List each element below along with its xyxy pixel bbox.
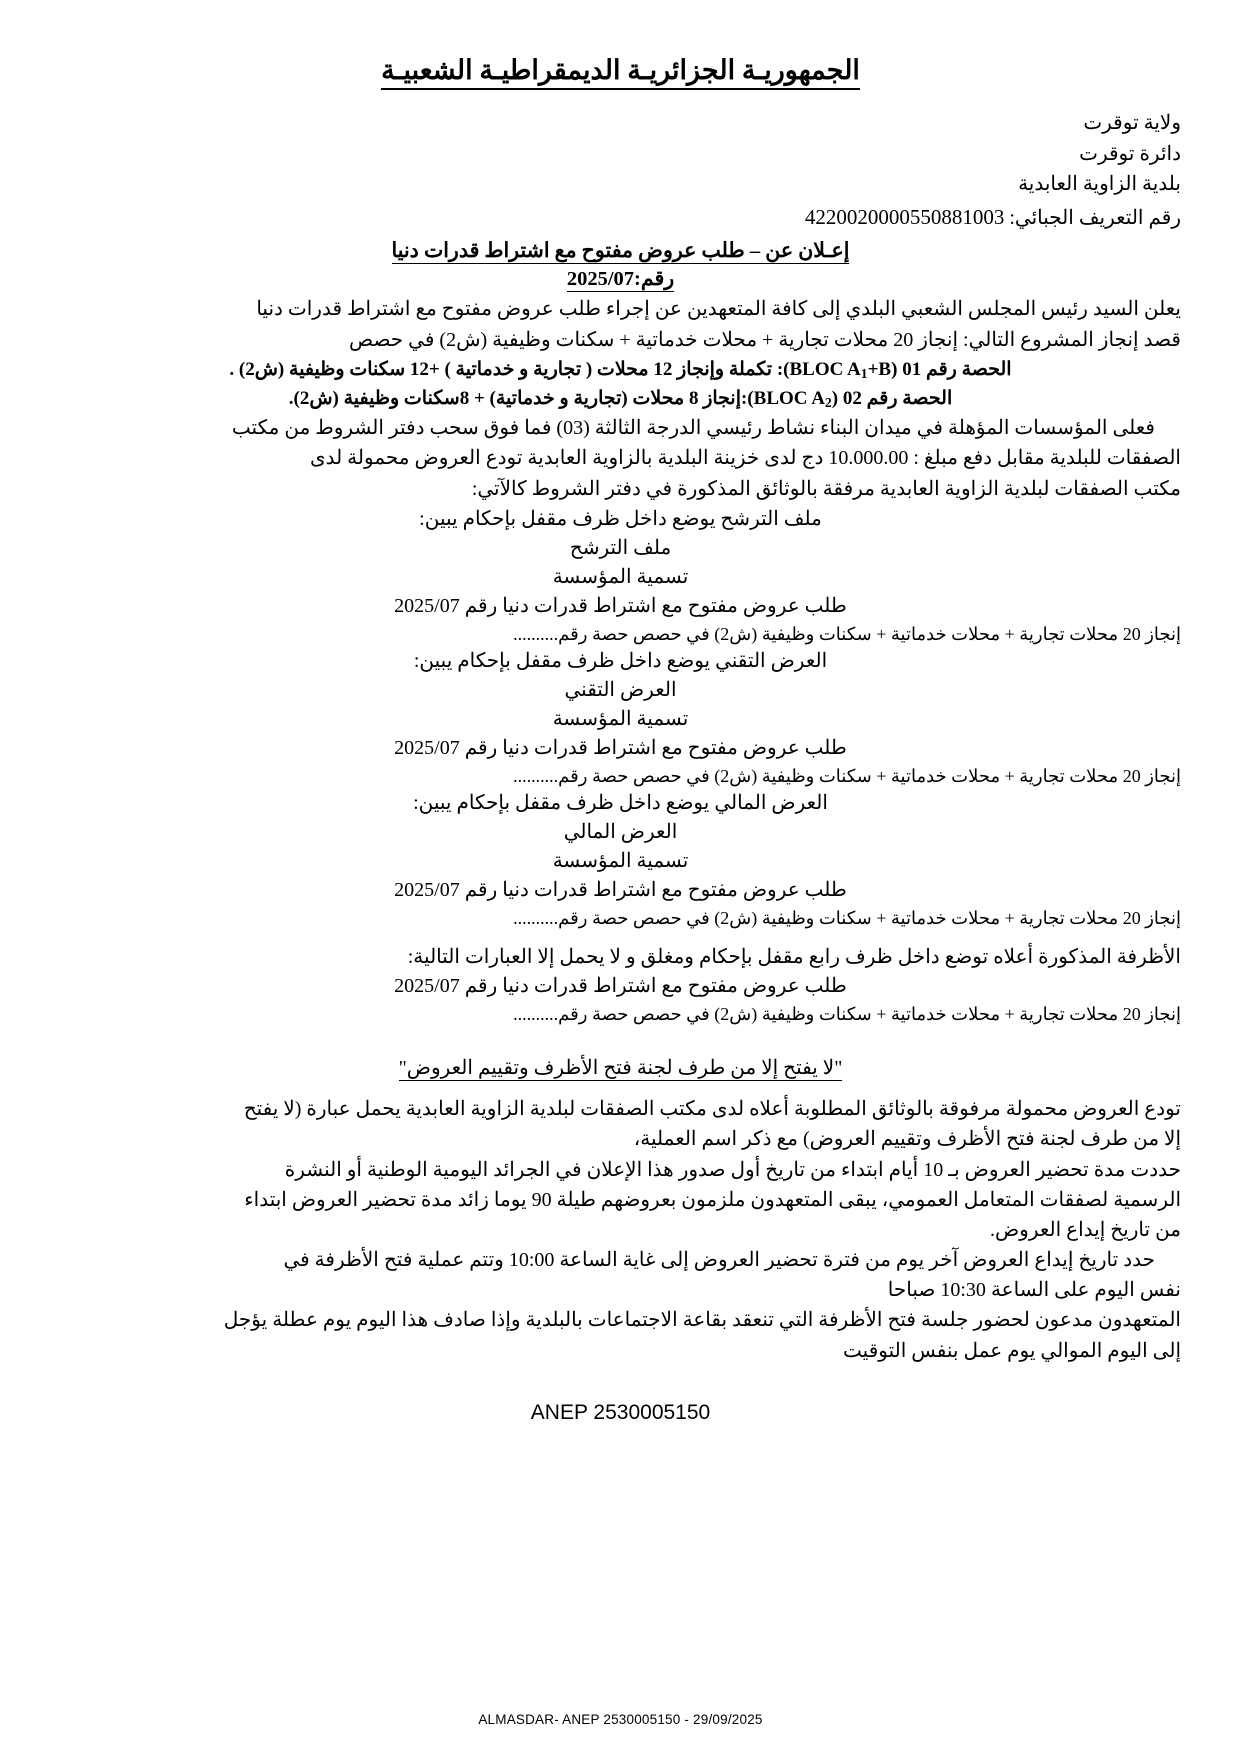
envelope-candidacy-project: إنجاز 20 محلات تجارية + محلات خدماتية + سكنات وظيفية (ش2) في حصص حصة رقم..........: [513, 623, 1181, 644]
fiscal-id-line: [60, 202, 1181, 234]
spacer: [60, 1367, 1181, 1401]
envelope-financial-name: العرض المالي: [563, 820, 678, 843]
closing-par1-line1: تودع العروض محمولة مرفوقة بالوثائق المطلوبة أعلاه لدى مكتب الصفقات لبلدية الزاوية العابدية يحمل عبارة (لا يفتح: [243, 1098, 1181, 1121]
fiscal-id-value: 4220020000550881003: [804, 204, 1005, 229]
sealed-envelope-quote: [60, 1053, 1181, 1083]
announcement-title: [60, 237, 1181, 265]
outer-envelope-intro: الأظرفة المذكورة أعلاه توضع داخل ظرف رابع مقفل بإحكام ومغلق و لا يحمل إلا العبارات التالية:: [407, 946, 1181, 969]
closing-par2-line3: من تاريخ إيداع العروض.: [989, 1218, 1181, 1241]
republic-title-text: الجمهوريـة الجزائريـة الديمقراطيـة الشعبيـة: [381, 55, 860, 90]
envelope-financial-tender: طلب عروض مفتوح مع اشتراط قدرات دنيا رقم 2025/07: [394, 878, 847, 901]
envelope-financial-intro: العرض المالي يوضع داخل ظرف مقفل بإحكام يبين:: [413, 791, 828, 814]
fiscal-id-label: رقم التعريف الجبائي:: [1009, 206, 1181, 229]
spacer: [60, 1083, 1181, 1095]
envelope-technical-intro: العرض التقني يوضع داخل ظرف مقفل بإحكام يبين:: [413, 649, 828, 672]
baladia-line: بلدية الزاوية العابدية: [1018, 173, 1181, 196]
daira-line: دائرة توقرت: [1079, 142, 1181, 165]
lot-01-line: [60, 356, 1181, 384]
eligibility-line-3: مكتب الصفقات لبلدية الزاوية العابدية مرفقة بالوثائق المذكورة في دفتر الشروط كالآتي:: [471, 477, 1181, 500]
sealed-envelope-quote-text: "لا يفتح إلا من طرف لجنة فتح الأظرف وتقييم العروض": [398, 1057, 843, 1080]
lot-01-prefix: الحصة رقم 01 (: [891, 358, 1012, 380]
envelope-technical-name: العرض التقني: [564, 678, 677, 701]
closing-par3-line2: نفس اليوم على الساعة 10:30 صباحا: [887, 1279, 1181, 1302]
closing-par3-line1: حدد تاريخ إيداع العروض آخر يوم من فترة تحضير العروض إلى غاية الساعة 10:00 وتتم عملية فتح الأظرفة في: [283, 1249, 1155, 1272]
page-title: [60, 54, 1181, 86]
lot-01-bloc-subscript: 1: [860, 365, 868, 381]
closing-par2-line1: حددت مدة تحضير العروض بـ 10 أيام ابتداء من تاريخ أول صدور هذا الإعلان في الجرائد اليومية الوطنية أو النشرة: [284, 1158, 1181, 1181]
eligibility-line-2: الصفقات للبلدية مقابل دفع مبلغ : 10.000.00 دج لدى خزينة البلدية بالزاوية العابدية تودع العروض محمولة لدى: [309, 447, 1181, 470]
announcement-number: [60, 266, 1181, 291]
envelope-candidacy-intro: ملف الترشح يوضع داخل ظرف مقفل بإحكام يبين:: [419, 507, 822, 530]
lot-02-suffix: ):إنجاز 8 محلات (تجارية و خدماتية) + 8سكنات وظيفية (ش2).: [288, 387, 754, 409]
envelope-technical-tender: طلب عروض مفتوح مع اشتراط قدرات دنيا رقم 2025/07: [394, 736, 847, 759]
closing-par1-line2: إلا من طرف لجنة فتح الأظرف وتقييم العروض) مع ذكر اسم العملية،: [633, 1128, 1181, 1151]
closing-par4-line1: المتعهدون مدعون لحضور جلسة فتح الأظرفة التي تنعقد بقاعة الاجتماعات بالبلدية وإذا صادف هذا اليوم يوم عطلة يؤجل: [223, 1309, 1181, 1332]
lot-01-bloc-name: BLOC A: [789, 358, 861, 380]
page-footer: ALMASDAR- ANEP 2530005150 - 29/09/2025: [478, 1712, 763, 1727]
outer-envelope-tender: طلب عروض مفتوح مع اشتراط قدرات دنيا رقم 2025/07: [394, 975, 847, 998]
envelope-candidacy-company: تسمية المؤسسة: [552, 565, 689, 588]
closing-par4-line2: إلى اليوم الموالي يوم عمل بنفس التوقيت: [843, 1339, 1181, 1362]
announcement-title-text: إعـلان عن – طلب عروض مفتوح مع اشتراط قدرات دنيا: [391, 240, 850, 263]
lot-02-bloc-name: BLOC A: [753, 387, 825, 409]
envelope-technical-project: إنجاز 20 محلات تجارية + محلات خدماتية + سكنات وظيفية (ش2) في حصص حصة رقم..........: [513, 765, 1181, 786]
lot-01-bloc: [789, 356, 891, 384]
anep-reference: ANEP 2530005150: [530, 1400, 711, 1424]
document-body: [60, 54, 1181, 1425]
lot-02-bloc-subscript: 2: [824, 394, 832, 410]
lot-02-prefix: الحصة رقم 02 (: [831, 387, 953, 409]
outer-envelope-project: إنجاز 20 محلات تجارية + محلات خدماتية + سكنات وظيفية (ش2) في حصص حصة رقم..........: [513, 1004, 1181, 1025]
envelope-financial-project: إنجاز 20 محلات تجارية + محلات خدماتية + سكنات وظيفية (ش2) في حصص حصة رقم..........: [513, 907, 1181, 928]
envelope-candidacy-tender: طلب عروض مفتوح مع اشتراط قدرات دنيا رقم 2025/07: [394, 594, 847, 617]
lot-02-bloc: [754, 385, 832, 413]
spacer: [60, 1027, 1181, 1053]
closing-par2-line2: الرسمية لصفقات المتعامل العمومي، يبقى المتعهدون ملزمون بعروضهم طيلة 90 يوما زائد مدة تحضير العروض ابتداء: [244, 1188, 1181, 1211]
envelope-technical-company: تسمية المؤسسة: [552, 707, 689, 730]
eligibility-line-1: فعلى المؤسسات المؤهلة في ميدان البناء نشاط رئيسي الدرجة الثالثة (03) فما فوق سحب دفتر الشروط من مكتب: [231, 417, 1155, 440]
lot-01-bloc-suffix: +B: [867, 358, 892, 380]
organization-block: [60, 108, 1181, 199]
wilaya-line: ولاية توقرت: [1083, 112, 1181, 135]
envelope-candidacy-name: ملف الترشح: [569, 536, 672, 559]
spacer: [60, 931, 1181, 943]
lot-01-suffix: ): تكملة وإنجاز 12 محلات ( تجارية و خدماتية ) +12 سكنات وظيفية (ش2) .: [229, 358, 790, 380]
envelope-financial-company: تسمية المؤسسة: [552, 849, 689, 872]
lot-02-line: [60, 385, 1181, 413]
intro-line-1: يعلن السيد رئيس المجلس الشعبي البلدي إلى كافة المتعهدين عن إجراء طلب عروض مفتوح مع اشتراط قدرات دنيا: [256, 298, 1181, 321]
announcement-number-text: رقم:2025/07: [566, 268, 675, 291]
intro-line-2: قصد إنجاز المشروع التالي: إنجاز 20 محلات تجارية + محلات خدماتية + سكنات وظيفية (ش2) في حصص: [348, 328, 1181, 351]
